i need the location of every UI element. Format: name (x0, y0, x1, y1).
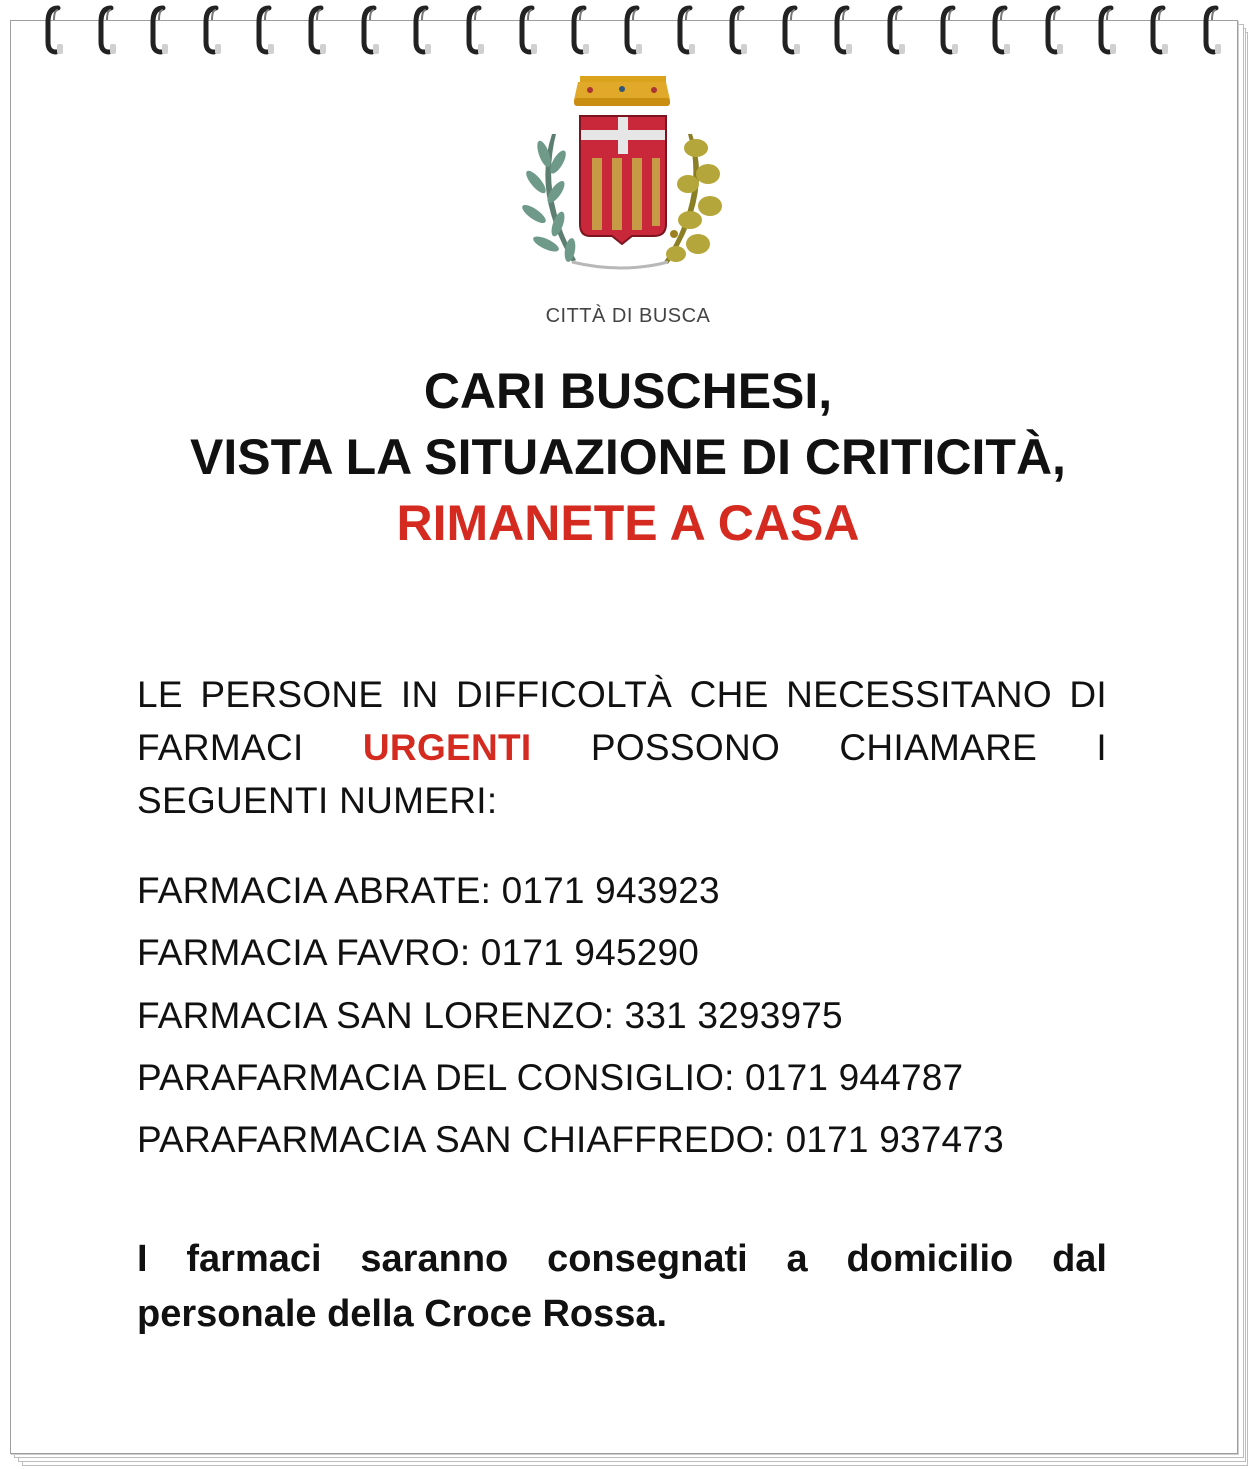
spiral-ring-icon (623, 2, 645, 58)
spiral-binding (44, 2, 1224, 58)
headline-stay-home: RIMANETE A CASA (396, 495, 860, 551)
pharmacy-line: FARMACIA FAVRO: 0171 945290 (137, 932, 700, 973)
spiral-ring-icon (991, 2, 1013, 58)
spiral-ring-icon (255, 2, 277, 58)
headline-greeting: CARI BUSCHESI, (423, 363, 833, 419)
pharmacy-line: FARMACIA ABRATE: 0171 943923 (137, 870, 720, 911)
olive-branch-icon (520, 134, 577, 263)
spiral-ring-icon (1097, 2, 1119, 58)
spiral-ring-icon (202, 2, 224, 58)
spiral-ring-icon (781, 2, 803, 58)
spiral-ring-icon (886, 2, 908, 58)
spiral-ring-icon (1044, 2, 1066, 58)
intro-text-part1: LE PERSONE IN DIFFICOLTÀ CHE NECESSITANO DI FARMACI (137, 674, 1107, 768)
spiral-ring-icon (1149, 2, 1171, 58)
intro-highlight: URGENTI (362, 727, 532, 768)
spiral-ring-icon (728, 2, 750, 58)
pharmacy-line: PARAFARMACIA SAN CHIAFFREDO: 0171 937473 (137, 1119, 1004, 1160)
spiral-ring-icon (360, 2, 382, 58)
spiral-ring-icon (518, 2, 540, 58)
pharmacy-line: FARMACIA SAN LORENZO: 331 3293975 (137, 995, 843, 1036)
spiral-ring-icon (97, 2, 119, 58)
coat-of-arms-logo (512, 74, 732, 294)
oak-branch-icon (664, 134, 722, 264)
spiral-ring-icon (1202, 2, 1224, 58)
spiral-ring-icon (307, 2, 329, 58)
spiral-ring-icon (939, 2, 961, 58)
intro-text-part2: POSSONO CHIAMARE I SEGUENTI NUMERI: (137, 727, 1108, 821)
spiral-ring-icon (412, 2, 434, 58)
spiral-ring-icon (570, 2, 592, 58)
shield-icon (580, 116, 666, 244)
spiral-ring-icon (676, 2, 698, 58)
spiral-ring-icon (149, 2, 171, 58)
pharmacy-line: PARAFARMACIA DEL CONSIGLIO: 0171 944787 (137, 1057, 964, 1098)
city-name: CITTÀ DI BUSCA (545, 305, 711, 327)
spiral-ring-icon (465, 2, 487, 58)
spiral-ring-icon (833, 2, 855, 58)
intro-paragraph (137, 668, 1107, 827)
footer-note: I farmaci saranno consegnati a domicilio dal personale della Croce Rossa. (137, 1238, 1107, 1335)
crown-icon (574, 76, 670, 106)
headline-situation: VISTA LA SITUAZIONE DI CRITICITÀ, (190, 429, 1066, 485)
spiral-ring-icon (44, 2, 66, 58)
